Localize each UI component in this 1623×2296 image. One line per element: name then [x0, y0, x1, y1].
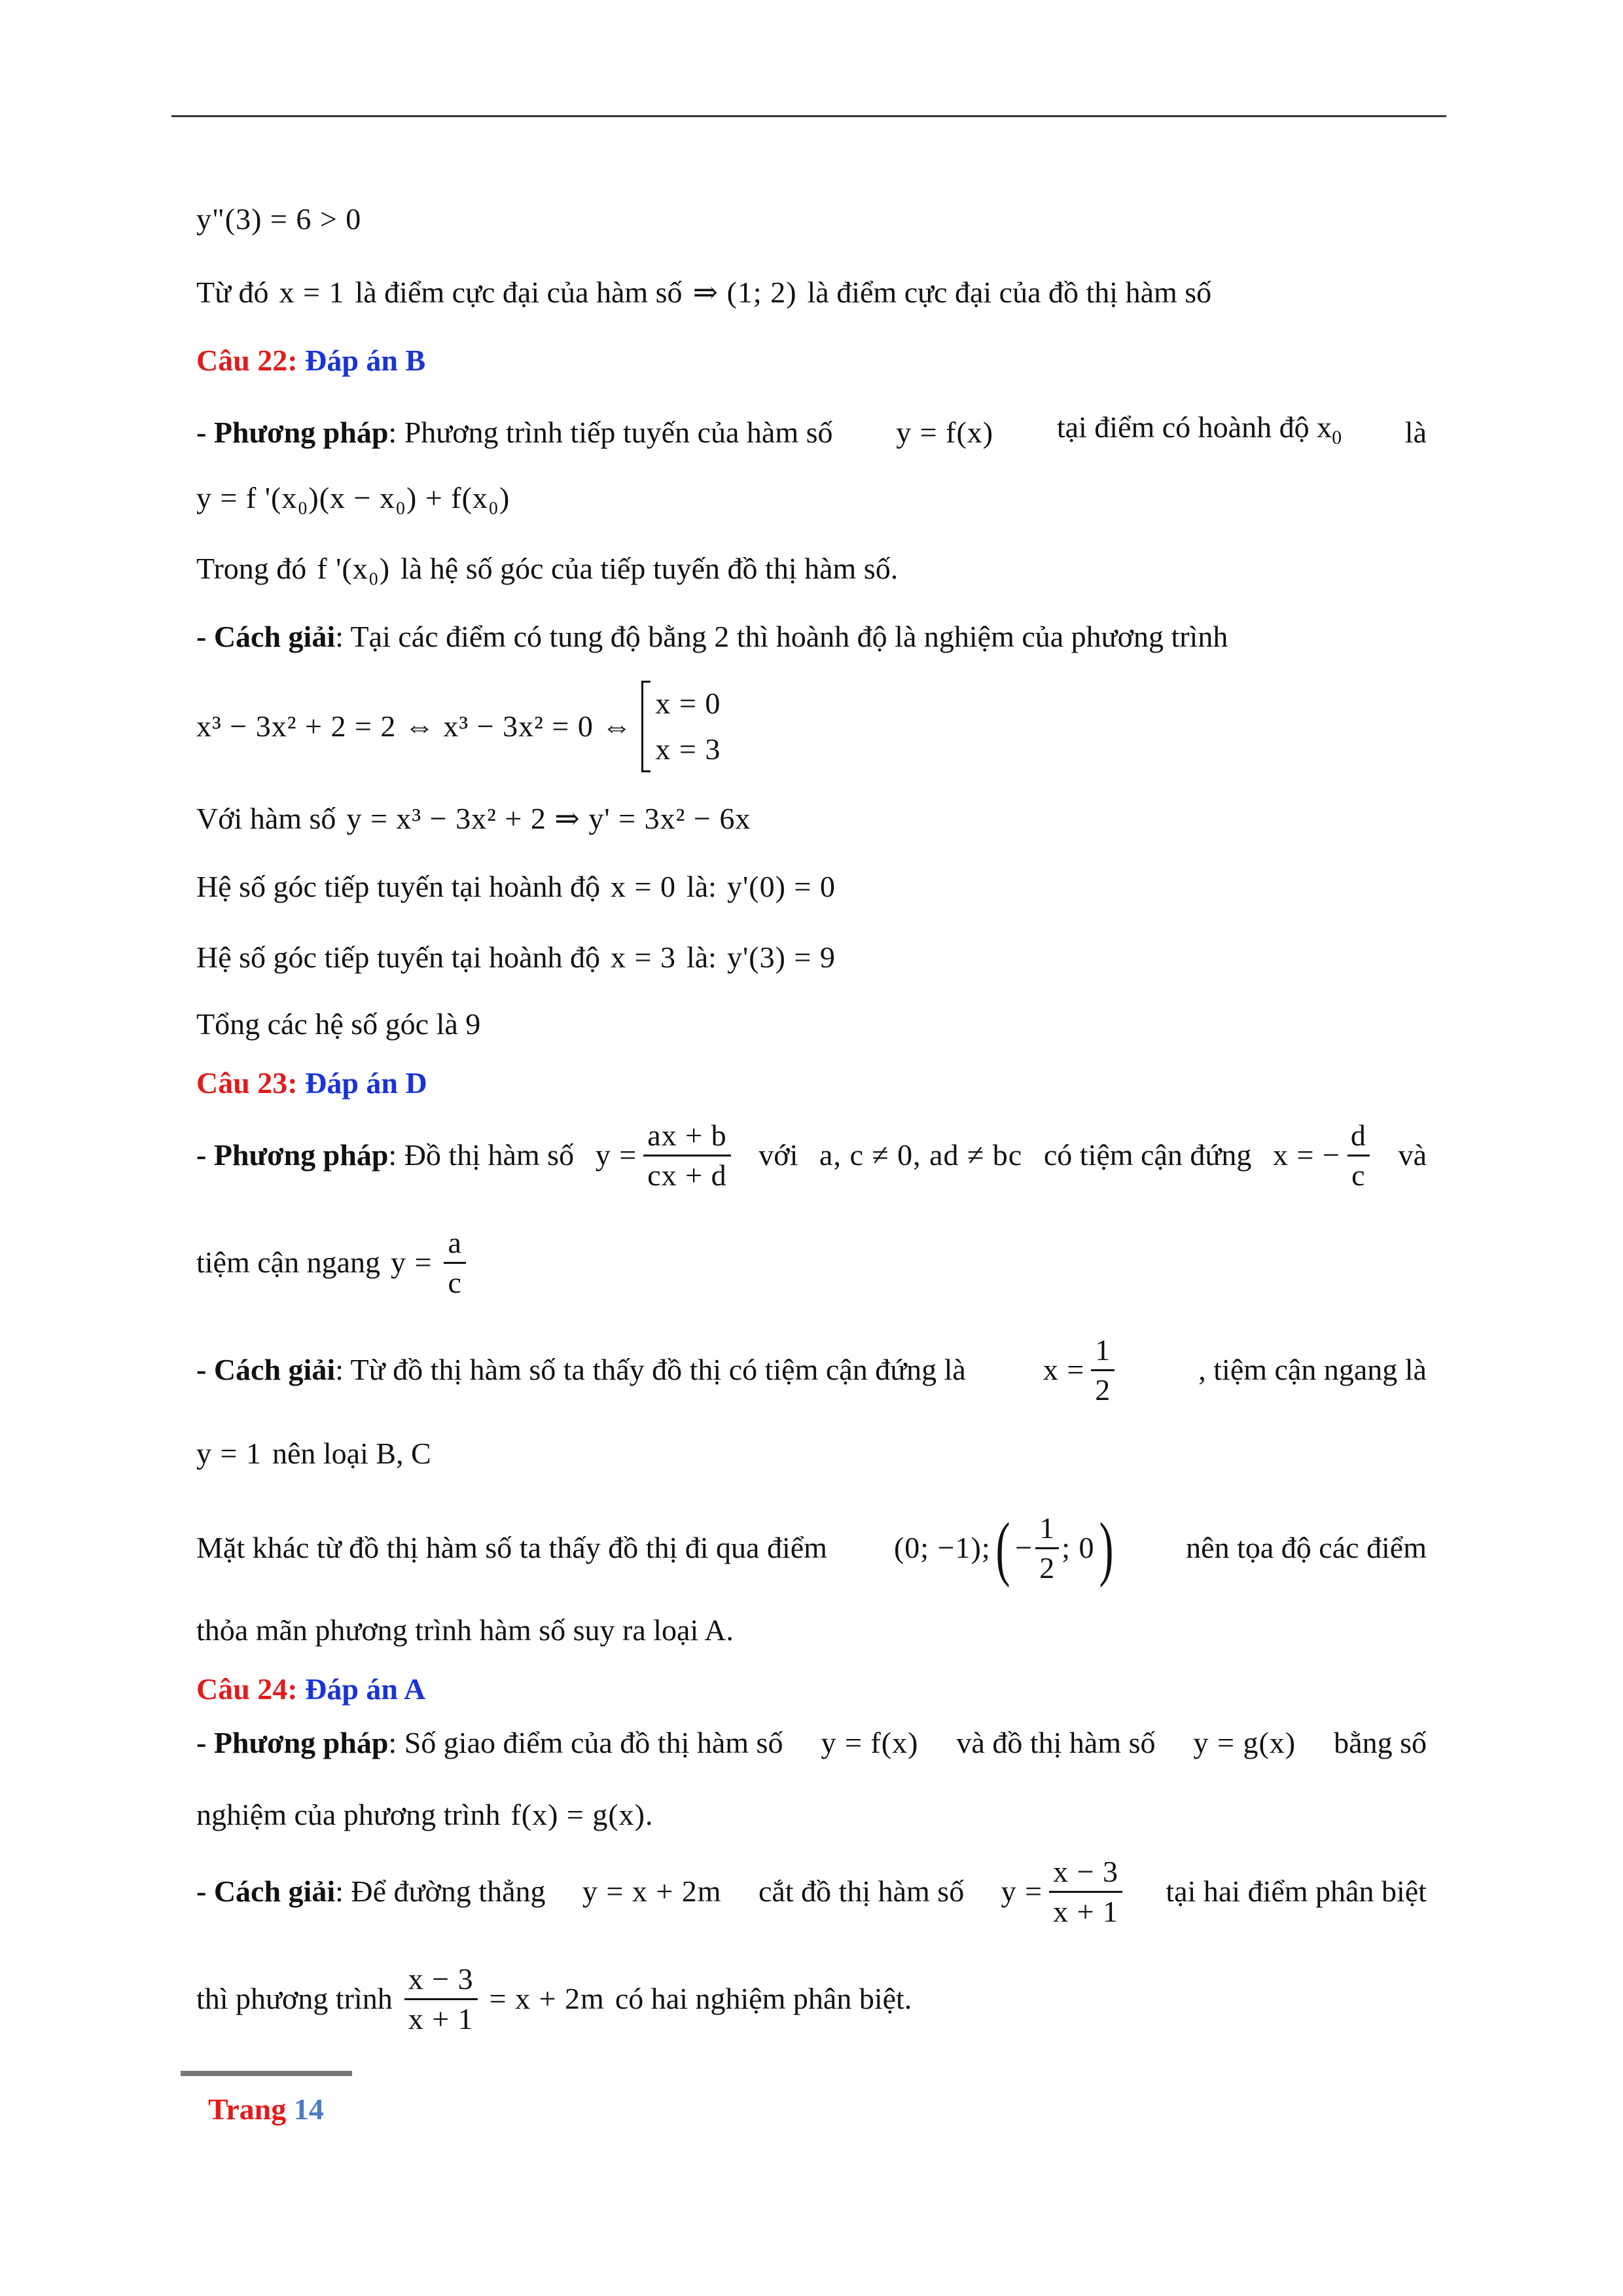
- header-rule: [171, 115, 1446, 117]
- vertical-asymptote-fraction: $\frac{d}{c}$: [1347, 1119, 1370, 1192]
- points-on-graph: Mặt khác từ đồ thị hàm số ta thấy đồ thị đi qua điểm (0; −1); ( − $\frac{1}{2}$ ; 0 ) nên tọa độ các điểm: [196, 1508, 1427, 1588]
- page-footer: Trang 14: [208, 2092, 324, 2126]
- intersection-equation: nghiệm của phương trình f(x) = g(x).: [196, 1798, 654, 1831]
- derivative-line: Với hàm số y = x³ − 3x² + 2 ⇒ y' = 3x² − 6x: [196, 802, 751, 835]
- eq-second-derivative: y"(3) = 6 > 0: [196, 202, 362, 236]
- slope-at-3: Hệ số góc tiếp tuyến tại hoành độ x = 3 là: y'(3) = 9: [196, 941, 836, 974]
- tangent-formula: y = f '(x₀)(x − x₀) + f(x₀): [196, 481, 510, 514]
- rational-function-fraction: $\frac{ax + b}{cx + d}$: [643, 1119, 730, 1192]
- q24-method: - Phương pháp: Số giao điểm của đồ thị hàm số y = f(x) và đồ thị hàm số y = g(x) bằng số: [196, 1726, 1427, 1759]
- question-24-heading: Câu 24: Đáp án A: [196, 1672, 426, 1706]
- page-number: 14: [293, 2092, 324, 2126]
- solution-system: x = 0 x = 3: [641, 681, 721, 772]
- maximum-statement: Từ đó x = 1 là điểm cực đại của hàm số ⇒ (1; 2) là điểm cực đại của đồ thị hàm số: [196, 276, 1212, 309]
- slope-at-0: Hệ số góc tiếp tuyến tại hoành độ x = 0 là: y'(0) = 0: [196, 870, 836, 903]
- eliminate-bc: y = 1 nên loại B, C: [196, 1437, 431, 1470]
- q24-function-fraction: $\frac{x - 3}{x + 1}$: [1049, 1856, 1122, 1928]
- neg-half-fraction: $\frac{1}{2}$: [1035, 1512, 1059, 1585]
- q24-equation-fraction: $\frac{x - 3}{x + 1}$: [404, 1963, 478, 2036]
- q23-method: - Phương pháp: Đồ thị hàm số y = $\frac{ax + b}{cx + d}$ với a, c ≠ 0, ad ≠ bc có tiệm cận đứng x = − $\frac{d}{c}$ và: [196, 1118, 1427, 1192]
- q24-solution: - Cách giải: Để đường thẳng y = x + 2m cắt đồ thị hàm số y = $\frac{x - 3}{x + 1}$ tại hai điểm phân biệt: [196, 1854, 1427, 1928]
- horizontal-asymptote-fraction: $\frac{a}{c}$: [444, 1227, 465, 1299]
- q23-solution: - Cách giải: Từ đồ thị hàm số ta thấy đồ thị có tiệm cận đứng là x = $\frac{1}{2}$ , tiệm cận ngang là: [196, 1333, 1427, 1407]
- half-fraction: $\frac{1}{2}$: [1091, 1334, 1115, 1407]
- horizontal-asymptote: tiệm cận ngang y = $\frac{a}{c}$: [196, 1220, 473, 1305]
- q22-method: - Phương pháp: Phương trình tiếp tuyến của hàm số y = f(x) tại điểm có hoành độ $x_0$ là: [196, 410, 1427, 450]
- slope-note: Trong đó f '(x₀) là hệ số góc của tiếp tuyến đồ thị hàm số.: [196, 552, 899, 585]
- distinct-roots-condition: thì phương trình $\frac{x - 3}{x + 1}$ = x + 2m có hai nghiệm phân biệt.: [196, 1962, 912, 2036]
- question-22-heading: Câu 22: Đáp án B: [196, 344, 426, 377]
- cubic-equation: x³ − 3x² + 2 = 2 ⇔ x³ − 3x² = 0 ⇔ x = 0 x = 3: [196, 681, 721, 772]
- footer-rule: [181, 2071, 352, 2076]
- eliminate-a: thỏa mãn phương trình hàm số suy ra loại A.: [196, 1613, 734, 1647]
- question-23-heading: Câu 23: Đáp án D: [196, 1066, 427, 1100]
- slope-sum: Tổng các hệ số góc là 9: [196, 1007, 481, 1041]
- q22-solution: - Cách giải: Tại các điểm có tung độ bằng 2 thì hoành độ là nghiệm của phương trình: [196, 620, 1228, 653]
